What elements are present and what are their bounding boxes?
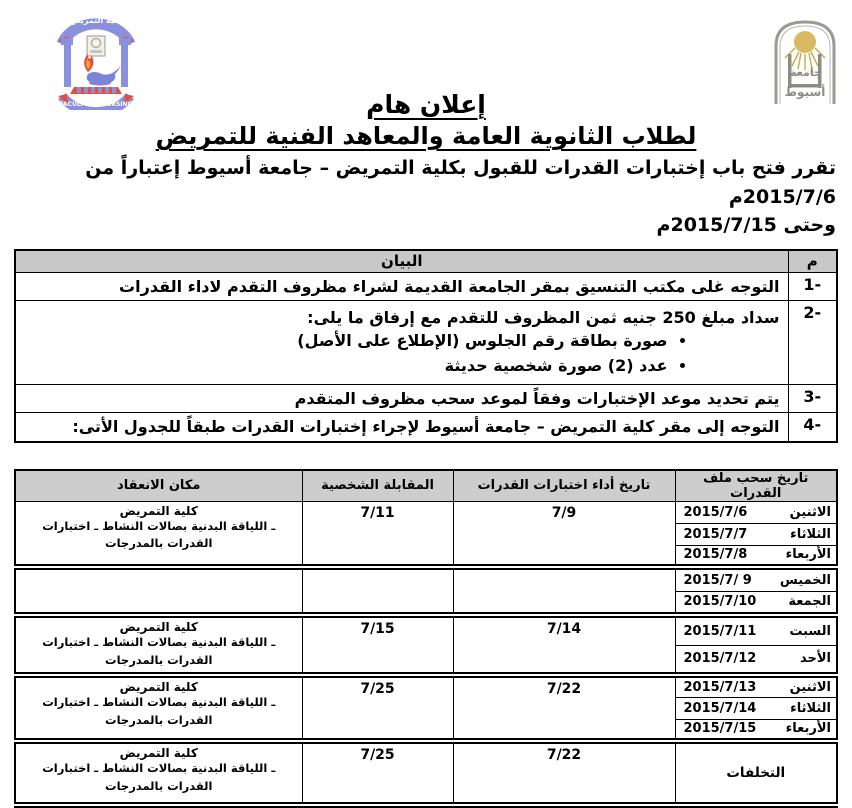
column-header-exam-date: تاريخ أداء اختبارات القدرات [453, 470, 675, 502]
exam-date-cell: 7/9 [453, 501, 675, 567]
schedule-table-header [15, 470, 837, 502]
row-number-text: 3- [803, 387, 822, 407]
day-name: الثلاثاء [790, 700, 831, 716]
column-header-number: م [788, 250, 837, 273]
venue-title: كلية التمريض [119, 503, 198, 518]
row-number [788, 413, 837, 442]
schedule-row [15, 615, 837, 645]
date-value: 2015/7/6 [683, 504, 748, 520]
row-statement: التوجه غلى مكتب التنسيق بمقر الجامعة القديمة لشراء مظروف التقدم لاداء القدرات [15, 273, 788, 301]
nursing-logo-english-text: FACULTY OF NURSING [59, 101, 133, 108]
venue-detail: ـ اللياقة البدنية بصالات النشاط ـ اختبارات القدرات بالمدرجات [42, 518, 276, 551]
row-number-text: 4- [803, 415, 822, 435]
table-row [15, 413, 837, 442]
exam-date-cell: 7/22 [453, 741, 675, 805]
exam-date-cell [453, 567, 675, 615]
row-number-text: 1- [803, 275, 822, 294]
attachments-list [20, 329, 780, 379]
venue-title: كلية التمريض [119, 746, 198, 761]
day-name: الاثنين [789, 504, 831, 520]
exam-date-cell: 7/14 [453, 615, 675, 675]
venue-detail: ـ اللياقة البدنية بصالات النشاط ـ اختبارات القدرات بالمدرجات [42, 695, 276, 727]
instructions-table-header [15, 250, 837, 273]
withdraw-date-cell [675, 567, 837, 591]
venue-cell [15, 675, 302, 741]
university-logo-text-line2: أسيوط [784, 85, 826, 99]
nursing-logo-arabic-text: كلية التمريض [69, 16, 123, 25]
schedule-row [15, 675, 837, 697]
venue-title: كلية التمريض [119, 620, 198, 635]
faculty-of-nursing-logo [48, 10, 144, 110]
date-value: 2015/7/12 [683, 651, 757, 667]
sub-title: لطلاب الثانوية العامة والمعاهد الفنية للتمريض [155, 122, 697, 150]
intro-paragraph [0, 150, 852, 240]
withdraw-date-cell [675, 645, 837, 675]
venue-cell [15, 741, 302, 805]
interview-date-cell: 7/11 [302, 501, 453, 567]
date-value: 2015/7/14 [683, 700, 757, 716]
assiut-university-logo [768, 14, 842, 108]
day-name: الاثنين [789, 679, 831, 695]
column-header-withdraw-date: تاريخ سحب ملف القدرات [675, 470, 837, 502]
row-number [788, 273, 837, 301]
row-number [788, 385, 837, 413]
schedule-table [14, 469, 838, 808]
column-header-venue: مكان الانعقاد [15, 470, 302, 502]
date-value: 2015/7/15 [683, 721, 757, 737]
main-title: إعلان هام [366, 90, 486, 119]
list-item: • صورة بطاقة رقم الجلوس (الإطلاع على الأصل) [20, 329, 668, 354]
withdraw-date-cell [675, 675, 837, 697]
day-name: الأحد [799, 651, 831, 667]
withdraw-date-cell [675, 501, 837, 523]
intro-line-1: تقرر فتح باب إختبارات القدرات للقبول بكلية التمريض – جامعة أسيوط إعتباراً من 2015/7/6م [85, 157, 836, 208]
row-statement-text: سداد مبلغ 250 جنيه ثمن المظروف للتقدم مع إرفاق ما يلى: [307, 308, 780, 328]
date-value: 2015/7/11 [683, 623, 757, 639]
day-name: الجمعة [788, 594, 831, 610]
schedule-row [15, 567, 837, 591]
row-statement: يتم تحديد موعد الإختبارات وفقاً لموعد سحب مظروف المتقدم [15, 385, 788, 413]
list-item: • عدد (2) صورة شخصية حديثة [20, 354, 668, 379]
date-value: 2015/7/7 [683, 526, 748, 542]
day-name: الخميس [779, 572, 831, 588]
date-value: 2015/7/10 [683, 594, 757, 610]
interview-date-cell: 7/25 [302, 675, 453, 741]
table-row [15, 273, 837, 301]
interview-date-cell: 7/15 [302, 615, 453, 675]
day-name: السبت [789, 623, 831, 639]
venue-title: كلية التمريض [119, 680, 198, 695]
venue-cell [15, 501, 302, 567]
row-statement [15, 301, 788, 385]
date-value: 2015/7/8 [683, 547, 748, 563]
university-logo-text-line1: جامعة [790, 66, 822, 79]
intro-line-2: وحتى 2015/7/15م [656, 214, 836, 236]
venue-detail: ـ اللياقة البدنية بصالات النشاط ـ اختبارات القدرات بالمدرجات [42, 635, 276, 667]
withdraw-date-cell [675, 615, 837, 645]
row-number-text: 2- [803, 303, 822, 323]
withdraw-date-cell [675, 591, 837, 615]
withdraw-date-cell [675, 697, 837, 719]
table-row [15, 301, 837, 385]
interview-date-cell: 7/25 [302, 741, 453, 805]
date-value: 2015/7/13 [683, 679, 757, 695]
column-header-interview: المقابلة الشخصية [302, 470, 453, 502]
withdraw-date-cell [675, 545, 837, 567]
venue-cell [15, 567, 302, 615]
day-name: الأربعاء [785, 547, 831, 563]
schedule-row [15, 741, 837, 805]
retakes-label-cell: التخلفات [675, 741, 837, 805]
row-number [788, 301, 837, 385]
date-value: 2015/7/ 9 [683, 572, 752, 588]
table-row [15, 385, 837, 413]
column-header-statement: البيان [15, 250, 788, 273]
day-name: الأربعاء [785, 721, 831, 737]
venue-detail: ـ اللياقة البدنية بصالات النشاط ـ اختبارات القدرات بالمدرجات [42, 761, 276, 793]
row-statement: التوجه إلى مقر كلية التمريض – جامعة أسيوط لإجراء إختبارات القدرات طبقاً للجدول الأتى: [15, 413, 788, 442]
venue-cell [15, 615, 302, 675]
withdraw-date-cell [675, 719, 837, 741]
exam-date-cell: 7/22 [453, 675, 675, 741]
schedule-row [15, 501, 837, 523]
instructions-table [14, 249, 838, 443]
interview-date-cell [302, 567, 453, 615]
day-name: الثلاثاء [790, 526, 831, 542]
withdraw-date-cell [675, 523, 837, 545]
